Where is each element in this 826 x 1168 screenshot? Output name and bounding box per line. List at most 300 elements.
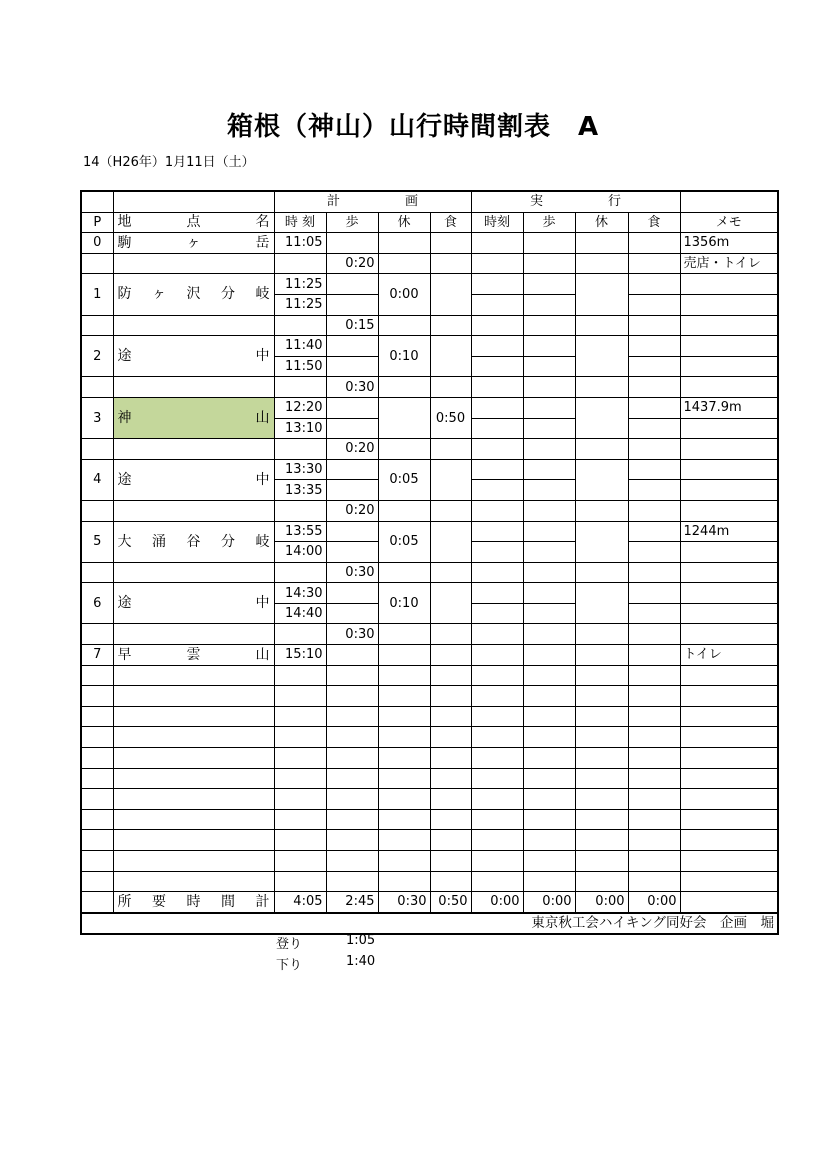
empty-cell — [575, 789, 628, 810]
empty-cell — [628, 748, 680, 769]
rest-header: 休 — [378, 212, 430, 233]
empty-cell — [274, 665, 326, 686]
empty-cell — [326, 706, 378, 727]
empty-cell — [680, 871, 778, 892]
actual-walk — [523, 294, 575, 315]
actual-walk — [523, 645, 575, 666]
empty-cell — [523, 562, 575, 583]
empty-cell — [378, 562, 430, 583]
descent-label: 下り — [276, 958, 303, 973]
empty-cell — [523, 851, 575, 872]
place-char: 途 — [117, 471, 132, 488]
departure-time: 11:50 — [274, 356, 326, 377]
empty-cell — [430, 830, 471, 851]
actual-time — [471, 542, 523, 563]
actual-eat — [628, 418, 680, 439]
place-header: 地 点 名 — [113, 212, 274, 233]
empty-cell — [113, 377, 274, 398]
memo-cell — [680, 439, 778, 460]
empty-cell — [113, 706, 274, 727]
empty-cell — [523, 439, 575, 460]
empty-cell — [378, 315, 430, 336]
empty-cell — [471, 851, 523, 872]
empty-cell — [680, 830, 778, 851]
actual-time — [471, 645, 523, 666]
walk-time: 0:30 — [326, 624, 378, 645]
actual-eat — [628, 542, 680, 563]
memo-cell: 1437.9m — [680, 397, 778, 418]
empty-cell — [471, 315, 523, 336]
arrival-time: 13:55 — [274, 521, 326, 542]
ascent-value: 1:05 — [346, 933, 376, 948]
empty-cell — [628, 562, 680, 583]
total-row — [81, 892, 778, 913]
actual-time — [471, 397, 523, 418]
empty-cell — [471, 768, 523, 789]
total-time: 4:05 — [274, 892, 326, 913]
place-char: 中 — [255, 348, 270, 365]
place-char: 早 — [117, 646, 132, 663]
descent-value: 1:40 — [346, 954, 376, 969]
empty-cell — [113, 748, 274, 769]
arrival-time: 14:30 — [274, 583, 326, 604]
actual-rest — [575, 274, 628, 315]
ascent-row — [276, 933, 375, 954]
empty-cell — [523, 727, 575, 748]
empty-cell — [471, 727, 523, 748]
empty-cell — [471, 789, 523, 810]
eat-time — [430, 521, 471, 562]
departure-time: 14:40 — [274, 603, 326, 624]
empty-cell — [628, 686, 680, 707]
empty-cell — [326, 789, 378, 810]
empty-cell — [378, 686, 430, 707]
total-rest2: 0:00 — [575, 892, 628, 913]
empty-cell — [628, 809, 680, 830]
rest-time: 0:10 — [378, 336, 430, 377]
empty-cell — [81, 871, 113, 892]
rest-time — [378, 233, 430, 254]
empty-cell — [113, 871, 274, 892]
empty-cell — [113, 665, 274, 686]
empty-cell — [523, 377, 575, 398]
empty-cell — [523, 253, 575, 274]
empty-cell — [523, 706, 575, 727]
empty-cell — [430, 562, 471, 583]
empty-cell — [471, 562, 523, 583]
empty-cell — [113, 768, 274, 789]
place-char: 分 — [221, 533, 235, 550]
segment-row — [81, 315, 778, 336]
actual-time — [471, 294, 523, 315]
empty-cell — [378, 439, 430, 460]
eat2-header: 食 — [628, 212, 680, 233]
empty-cell — [113, 439, 274, 460]
rest-time — [378, 397, 430, 438]
place-char: 間 — [221, 893, 235, 910]
empty-cell — [378, 727, 430, 748]
empty-cell — [628, 315, 680, 336]
empty-cell — [378, 377, 430, 398]
empty-cell — [113, 789, 274, 810]
empty-cell — [575, 830, 628, 851]
actual-eat — [628, 645, 680, 666]
point-row — [81, 459, 778, 480]
actual-walk — [523, 542, 575, 563]
timetable — [80, 190, 779, 935]
actual-eat — [628, 603, 680, 624]
total-walk2: 0:00 — [523, 892, 575, 913]
empty-cell — [680, 686, 778, 707]
arrival-time: 13:30 — [274, 459, 326, 480]
point-row — [81, 336, 778, 357]
arrival-time: 15:10 — [274, 645, 326, 666]
footer-text: 東京秋工会ハイキング同好会 企画 堀 — [81, 913, 778, 935]
empty-cell — [523, 315, 575, 336]
empty-cell — [81, 706, 113, 727]
empty-cell — [628, 377, 680, 398]
walk-cell — [326, 294, 378, 315]
eat-time — [430, 274, 471, 315]
total-time2: 0:00 — [471, 892, 523, 913]
place-char: 大 — [117, 533, 132, 550]
empty-cell — [471, 748, 523, 769]
actual-walk — [523, 521, 575, 542]
empty-cell — [430, 624, 471, 645]
empty-cell — [575, 768, 628, 789]
empty-cell — [680, 809, 778, 830]
empty-cell — [274, 500, 326, 521]
empty-cell — [628, 789, 680, 810]
empty-cell — [378, 830, 430, 851]
actual-walk — [523, 397, 575, 418]
empty-cell — [575, 686, 628, 707]
place-char: 岐 — [255, 533, 270, 550]
total-eat: 0:50 — [430, 892, 471, 913]
actual-eat — [628, 274, 680, 295]
empty-cell — [523, 624, 575, 645]
eat-time: 0:50 — [430, 397, 471, 438]
memo-cell — [680, 459, 778, 480]
eat-time — [430, 233, 471, 254]
empty-cell — [378, 500, 430, 521]
actual-walk — [523, 274, 575, 295]
empty-cell — [471, 500, 523, 521]
empty-cell — [378, 706, 430, 727]
memo-cell — [680, 377, 778, 398]
memo-cell — [680, 294, 778, 315]
empty-cell — [430, 439, 471, 460]
memo-cell — [680, 336, 778, 357]
empty-cell — [628, 665, 680, 686]
empty-cell — [471, 253, 523, 274]
empty-cell — [680, 789, 778, 810]
ascent-label: 登り — [276, 937, 303, 952]
place-char: 所 — [117, 893, 132, 910]
segment-row — [81, 624, 778, 645]
walk-cell — [326, 645, 378, 666]
walk-cell — [326, 418, 378, 439]
actual-time — [471, 583, 523, 604]
memo-cell: 1244m — [680, 521, 778, 542]
empty-cell — [274, 253, 326, 274]
walk-time: 0:20 — [326, 500, 378, 521]
time-header: 時 刻 — [274, 212, 326, 233]
empty-cell — [575, 706, 628, 727]
empty-cell — [81, 665, 113, 686]
empty-cell — [680, 727, 778, 748]
empty-row — [81, 871, 778, 892]
empty-cell — [523, 686, 575, 707]
empty-cell — [430, 500, 471, 521]
empty-row — [81, 851, 778, 872]
empty-cell — [274, 809, 326, 830]
actual-time — [471, 274, 523, 295]
empty-cell — [113, 562, 274, 583]
actual-eat — [628, 336, 680, 357]
empty-cell — [628, 706, 680, 727]
arrival-time: 12:20 — [274, 397, 326, 418]
empty-cell — [680, 768, 778, 789]
empty-cell — [628, 851, 680, 872]
walk-cell — [326, 356, 378, 377]
empty-cell — [471, 706, 523, 727]
place-char: 岳 — [255, 234, 270, 251]
place-name — [113, 336, 274, 377]
point-row — [81, 397, 778, 418]
actual-rest — [575, 521, 628, 562]
place-char: ヶ — [152, 286, 166, 303]
segment-row — [81, 500, 778, 521]
empty-cell — [471, 624, 523, 645]
walk-cell — [326, 336, 378, 357]
empty-cell — [113, 851, 274, 872]
actual-walk — [523, 418, 575, 439]
empty-cell — [81, 851, 113, 872]
walk-time: 0:30 — [326, 377, 378, 398]
place-char: 山 — [255, 410, 270, 427]
empty-cell — [575, 315, 628, 336]
actual-time — [471, 356, 523, 377]
place-char: 神 — [117, 410, 132, 427]
point-number: 7 — [81, 645, 113, 666]
empty-cell — [628, 253, 680, 274]
empty-cell — [274, 727, 326, 748]
empty-cell — [378, 768, 430, 789]
actual-rest — [575, 583, 628, 624]
point-row — [81, 274, 778, 295]
empty-cell — [378, 809, 430, 830]
actual-time — [471, 233, 523, 254]
empty-cell — [274, 562, 326, 583]
place-char: 岐 — [255, 286, 270, 303]
actual-rest — [575, 459, 628, 500]
memo-cell — [680, 315, 778, 336]
empty-cell — [81, 768, 113, 789]
place-char: 途 — [117, 348, 132, 365]
empty-cell — [430, 686, 471, 707]
departure-time: 11:25 — [274, 294, 326, 315]
empty-cell — [628, 871, 680, 892]
empty-row — [81, 789, 778, 810]
empty-cell — [326, 727, 378, 748]
place-name — [113, 233, 274, 254]
memo-cell — [680, 562, 778, 583]
empty-cell — [471, 665, 523, 686]
empty-cell — [113, 624, 274, 645]
empty-cell — [680, 748, 778, 769]
actual-walk — [523, 356, 575, 377]
rest-time: 0:00 — [378, 274, 430, 315]
departure-time: 13:35 — [274, 480, 326, 501]
empty-cell — [378, 871, 430, 892]
point-number: 6 — [81, 583, 113, 624]
place-char: 涌 — [152, 533, 166, 550]
memo-cell — [680, 542, 778, 563]
empty-cell — [430, 665, 471, 686]
empty-cell — [378, 624, 430, 645]
memo-cell — [680, 583, 778, 604]
updown-summary — [276, 933, 375, 975]
actual-rest — [575, 397, 628, 438]
point-number: 2 — [81, 336, 113, 377]
rest-time: 0:10 — [378, 583, 430, 624]
empty-cell — [430, 377, 471, 398]
actual-eat — [628, 459, 680, 480]
actual-time — [471, 336, 523, 357]
empty-cell — [575, 377, 628, 398]
point-number: 4 — [81, 459, 113, 500]
empty-cell — [81, 892, 113, 913]
point-row — [81, 645, 778, 666]
memo-header: メモ — [680, 212, 778, 233]
empty-cell — [81, 830, 113, 851]
departure-time: 13:10 — [274, 418, 326, 439]
empty-cell — [430, 706, 471, 727]
empty-cell — [326, 665, 378, 686]
place-char: 谷 — [186, 533, 201, 550]
empty-row — [81, 665, 778, 686]
empty-cell — [326, 768, 378, 789]
walk-header: 歩 — [326, 212, 378, 233]
empty-cell — [274, 439, 326, 460]
empty-cell — [523, 768, 575, 789]
empty-cell — [430, 851, 471, 872]
place-char: 駒 — [117, 234, 132, 251]
empty-cell — [274, 871, 326, 892]
walk-cell — [326, 521, 378, 542]
walk-cell — [326, 583, 378, 604]
rest-time — [378, 645, 430, 666]
place-char: 沢 — [186, 286, 201, 303]
memo-cell — [680, 603, 778, 624]
eat-time — [430, 459, 471, 500]
segment-row — [81, 377, 778, 398]
memo-cell — [680, 418, 778, 439]
place-char: 中 — [255, 471, 270, 488]
empty-cell — [523, 665, 575, 686]
header-row-1 — [81, 191, 778, 212]
empty-cell — [575, 253, 628, 274]
actual-eat — [628, 397, 680, 418]
plan-header: 計 画 — [274, 191, 471, 212]
empty-cell — [378, 665, 430, 686]
place-char: 時 — [186, 893, 201, 910]
empty-row — [81, 748, 778, 769]
date-label: 14（H26年）1月11日（土） — [83, 155, 255, 170]
place-name — [113, 583, 274, 624]
empty-cell — [81, 686, 113, 707]
empty-cell — [81, 439, 113, 460]
actual-time — [471, 480, 523, 501]
empty-cell — [680, 706, 778, 727]
actual-time — [471, 603, 523, 624]
empty-cell — [113, 500, 274, 521]
empty-cell — [430, 315, 471, 336]
empty-cell — [680, 665, 778, 686]
point-number: 1 — [81, 274, 113, 315]
walk-cell — [326, 480, 378, 501]
empty-cell — [430, 871, 471, 892]
empty-cell — [326, 871, 378, 892]
empty-cell — [575, 624, 628, 645]
actual-eat — [628, 294, 680, 315]
empty-cell — [81, 748, 113, 769]
empty-cell — [471, 830, 523, 851]
actual-eat — [628, 583, 680, 604]
empty-cell — [113, 315, 274, 336]
empty-row — [81, 727, 778, 748]
empty-cell — [575, 665, 628, 686]
total-rest: 0:30 — [378, 892, 430, 913]
total-eat2: 0:00 — [628, 892, 680, 913]
place-char: 防 — [117, 286, 132, 303]
actual-eat — [628, 233, 680, 254]
empty-cell — [81, 562, 113, 583]
descent-row — [276, 954, 375, 975]
empty-cell — [81, 624, 113, 645]
empty-cell — [81, 809, 113, 830]
empty-cell — [471, 871, 523, 892]
walk-cell — [326, 603, 378, 624]
empty-cell — [378, 748, 430, 769]
empty-cell — [471, 686, 523, 707]
empty-cell — [430, 253, 471, 274]
empty-cell — [575, 562, 628, 583]
empty-cell — [471, 377, 523, 398]
empty-cell — [81, 789, 113, 810]
empty-cell — [113, 830, 274, 851]
empty-cell — [274, 830, 326, 851]
departure-time: 14:00 — [274, 542, 326, 563]
empty-cell — [575, 851, 628, 872]
empty-cell — [430, 727, 471, 748]
actual-rest — [575, 645, 628, 666]
memo-cell — [680, 624, 778, 645]
walk-time: 0:20 — [326, 253, 378, 274]
eat-time — [430, 645, 471, 666]
empty-cell — [81, 253, 113, 274]
memo-cell — [680, 356, 778, 377]
place-char: 計 — [255, 893, 270, 910]
actual-walk — [523, 583, 575, 604]
empty-cell — [628, 624, 680, 645]
empty-cell — [274, 851, 326, 872]
empty-cell — [113, 727, 274, 748]
empty-cell — [326, 748, 378, 769]
walk-time: 0:30 — [326, 562, 378, 583]
actual-time — [471, 459, 523, 480]
